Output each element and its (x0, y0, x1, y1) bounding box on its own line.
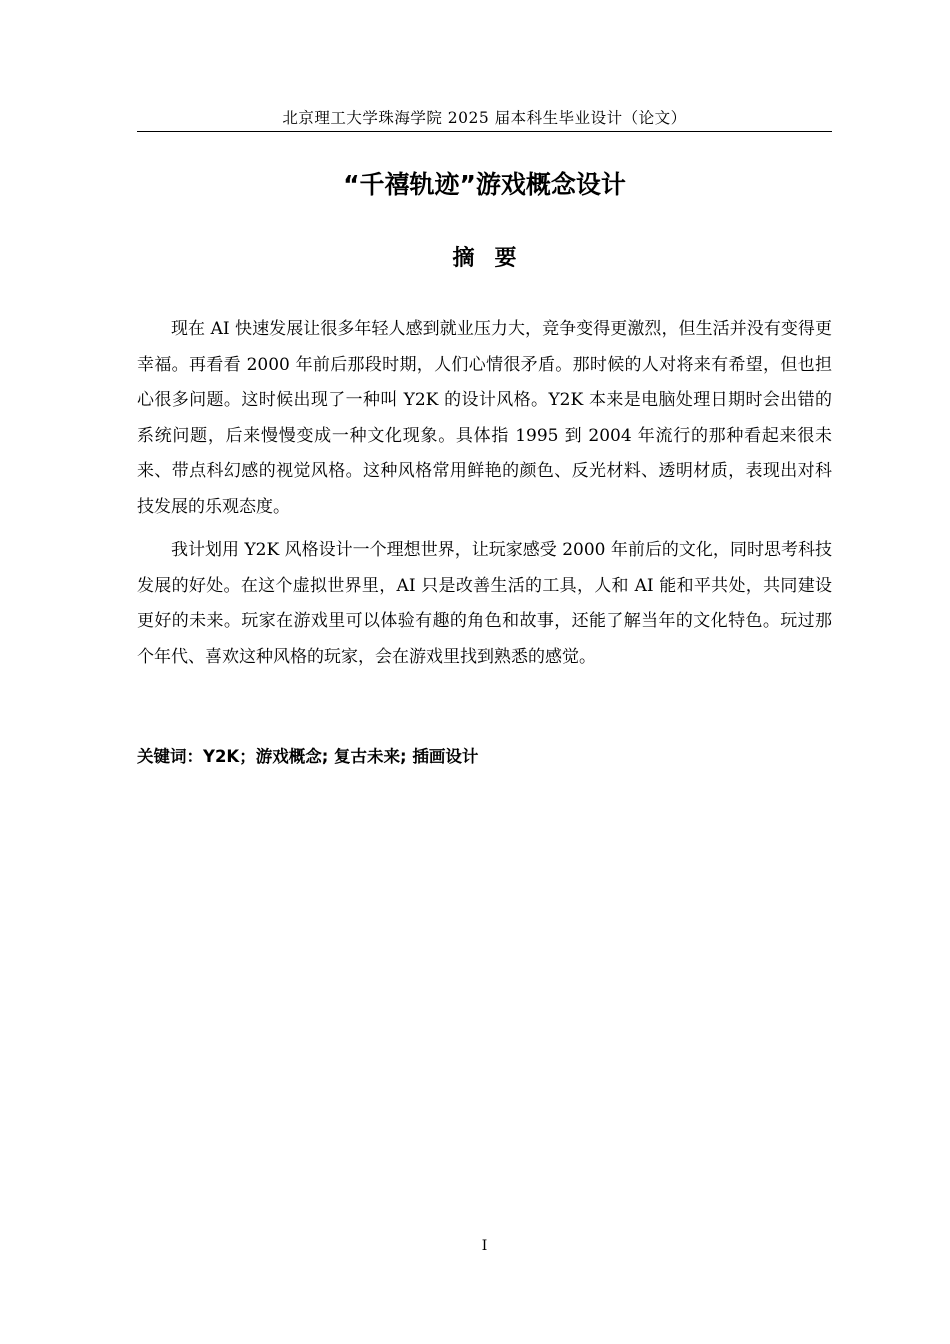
keywords: 关键词：Y2K；游戏概念; 复古未来; 插画设计 (137, 747, 479, 766)
running-header: 北京理工大学珠海学院 2025 届本科生毕业设计（论文） (282, 109, 687, 127)
abstract-heading: 摘要 (452, 246, 537, 271)
page-number: I (481, 1238, 488, 1254)
header-rule (137, 131, 832, 132)
abstract-paragraph: 现在 AI 快速发展让很多年轻人感到就业压力大，竞争变得更激烈，但生活并没有变得更幸福。再看看 2000 年前后那段时期，人们心情很矛盾。那时候的人对将来有希望，但也担心很多问题。这时候出现了一种叫 Y2K 的设计风格。Y2K 本来是电脑处理日期时会出错的系统问题，后来慢慢变成一种文化现象。具体指 1995 到 2004 年流行的那种看起来很未来、带点科幻感的视觉风格。这种风格常用鲜艳的颜色、反光材料、透明材质，表现出对科技发展的乐观态度。 (137, 319, 832, 517)
abstract-paragraph: 我计划用 Y2K 风格设计一个理想世界，让玩家感受 2000 年前后的文化，同时思考科技发展的好处。在这个虚拟世界里，AI 只是改善生活的工具，人和 AI 能和平共处，共同建设更好的未来。玩家在游戏里可以体验有趣的角色和故事，还能了解当年的文化特色。玩过那个年代、喜欢这种风格的玩家，会在游戏里找到熟悉的感觉。 (137, 540, 832, 667)
paper-title: “千禧轨迹”游戏概念设计 (343, 170, 626, 199)
abstract-body (137, 312, 832, 683)
